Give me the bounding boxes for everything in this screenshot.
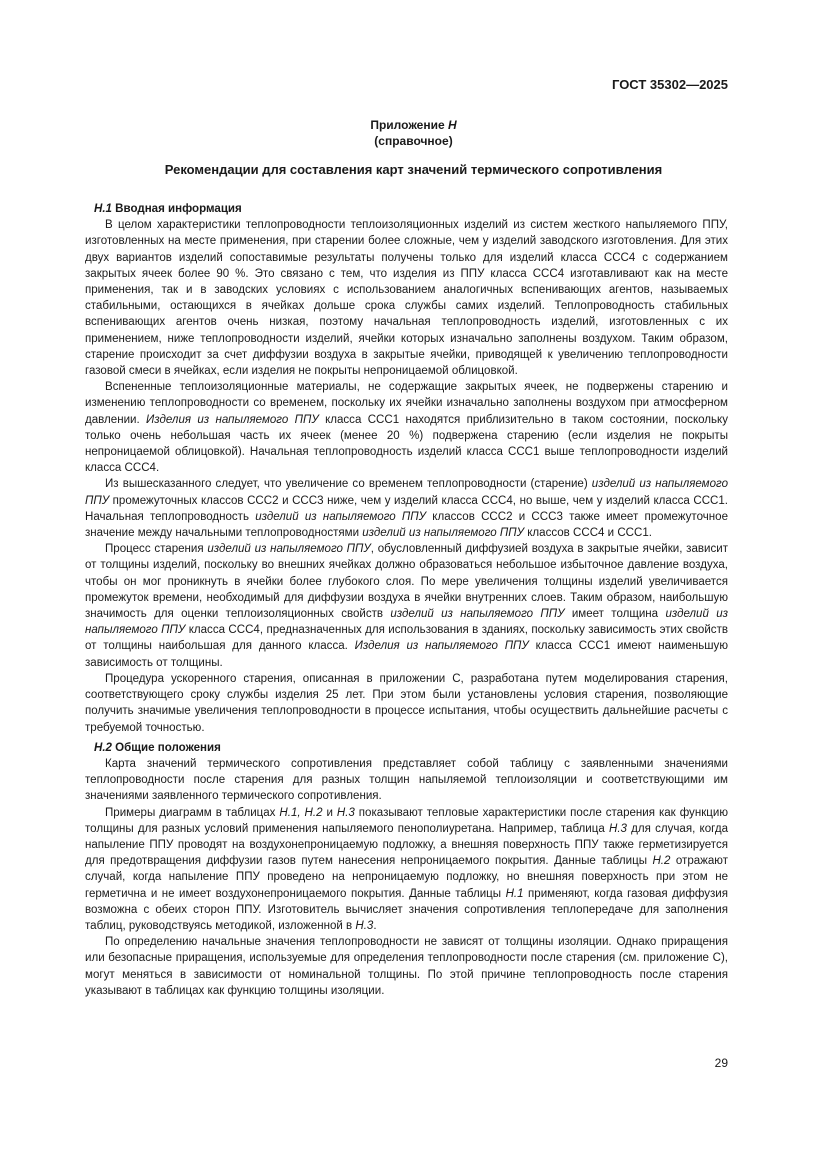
paragraph: Процесс старения изделий из напыляемого ППУ, обусловленный диффузией воздуха в закрытые ячейки, зависит от толщины изделий, поскольку во внешних ячейках должно образоваться небольшое избыточное давление воздуха, чтобы он мог проникнуть в ячейки более глубокого слоя. По мере увеличения толщины изделий увеличивается промежуток времени, необходимый для диффузии воздуха в ячейки внутренних слоев. Таким образом, наибольшую значимость для оценки теплоизоляционных свойств изделий из напыляемого ППУ имеет толщина изделий из напыляемого ППУ класса ССС4, предназначенных для использования в зданиях, поскольку зависимость этих свойств от толщины наибольшая для данного класса. Изделия из напыляемого ППУ класса ССС1 имеют наименьшую зависимость от толщины. bbox=[85, 543, 728, 669]
paragraph: Примеры диаграмм в таблицах Н.1, Н.2 и Н.3 показывают тепловые характеристики после старения как функцию толщины для разных условий применения напыляемого пенополиуретана. Например, таблица Н.3 для случая, когда напыление ППУ проводят на воздухонепроницаемую подложку, а внешняя поверхность ППУ также герметизируется для предотвращения диффузии газов путем нанесения непроницаемого покрытия. Данные таблицы Н.2 отражают случай, когда напыление ППУ проведено на непроницаемую подложку, но внешняя поверхность при этом не герметична и не имеет воздухонепроницаемого покрытия. Данные таблицы Н.1 применяют, когда газовая диффузия возможна с обеих сторон ППУ. Изготовитель вычисляет значения сопротивления теплопередаче для заполнения таблиц, руководствуясь методикой, изложенной в Н.3. bbox=[85, 806, 728, 932]
section-heading-h2: Н.2 Общие положения bbox=[94, 741, 221, 754]
appendix-label: Приложение Н bbox=[370, 118, 457, 132]
section-heading-h1: Н.1 Вводная информация bbox=[94, 203, 242, 215]
appendix-status: (справочное) bbox=[374, 134, 453, 148]
paragraph: Процедура ускоренного старения, описанная в приложении С, разработана путем моделирования старения, соответствующего сроку службы изделия 25 лет. При этом были установлены условия старения, позволяющие получить значимые увеличения теплопроводности в процессе испытания, чтобы осуществить дальнейшие расчеты с требуемой точностью. bbox=[85, 672, 728, 734]
paragraph: Вспененные теплоизоляционные материалы, не содержащие закрытых ячеек, не подвержены старению и изменению теплопроводности со временем, поскольку их ячейки изначально заполнены воздухом при атмосферном давлении. Изделия из напыляемого ППУ класса ССС1 находятся приблизительно в таком состоянии, поскольку только очень небольшая часть их ячеек (менее 20 %) подвержена старению (если изделия не покрыты непроницаемой облицовкой). Начальная теплопроводность изделий класса ССС1 выше теплопроводности изделий класса ССС4. bbox=[85, 381, 729, 475]
paragraph: В целом характеристики теплопроводности теплоизоляционных изделий из систем жесткого напыляемого ППУ, изготовленных на месте применения, при старении более сложные, чем у изделий заводского изготовления. Для этих двух вариантов изделий сопоставимые результаты получены только для изделий класса ССС4 с содержанием закрытых ячеек более 90 %. Это связано с тем, что изделия из ППУ класса ССС4 изготавливают как на месте применения, так и в заводских условиях с использованием аналогичных вспенивающих агентов, называемых стабильными, остающихся в ячейках дольше срока службы самих изделий. Теплопроводность стабильных вспенивающих агентов очень низкая, поэтому начальная теплопроводность изделий, изготовленных с их применением, ниже теплопроводности изделий, ячейки которых изначально заполнены воздухом. Таким образом, старение происходит за счет диффузии воздуха в закрытые ячейки, приводящей к увеличению теплопроводности газовой смеси в ячейках, если изделия не покрыты непроницаемой облицовкой. bbox=[85, 219, 728, 378]
paragraph: По определению начальные значения теплопроводности не зависят от толщины изоляции. Однако приращения или безопасные приращения, используемые для определения теплопроводности после старения (см. приложение С), могут меняться в зависимости от номинальной толщины. По этой причине теплопроводность после старения указывают в таблицах как функцию толщины изоляции. bbox=[85, 936, 728, 997]
page-number: 29 bbox=[714, 1056, 728, 1070]
appendix-heading bbox=[0, 117, 827, 149]
standard-designation: ГОСТ 35302—2025 bbox=[612, 77, 728, 92]
document-body bbox=[85, 201, 728, 999]
paragraph: Из вышесказанного следует, что увеличение со временем теплопроводности (старение) изделий из напыляемого ППУ промежуточных классов ССС2 и ССС3 ниже, чем у изделий класса ССС4, но выше, чем у изделий класса ССС1. Начальная теплопроводность изделий из напыляемого ППУ классов ССС2 и ССС3 также имеет промежуточное значение между начальными теплопроводностями изделий из напыляемого ППУ классов ССС4 и ССС1. bbox=[85, 478, 729, 540]
appendix-title: Рекомендации для составления карт значений термического сопротивления bbox=[164, 162, 663, 177]
paragraph: Карта значений термического сопротивления представляет собой таблицу с заявленными значениями теплопроводности после старения для разных толщин напыляемой теплоизоляции и соответствующими им значениями заявленного термического сопротивления. bbox=[85, 757, 728, 803]
